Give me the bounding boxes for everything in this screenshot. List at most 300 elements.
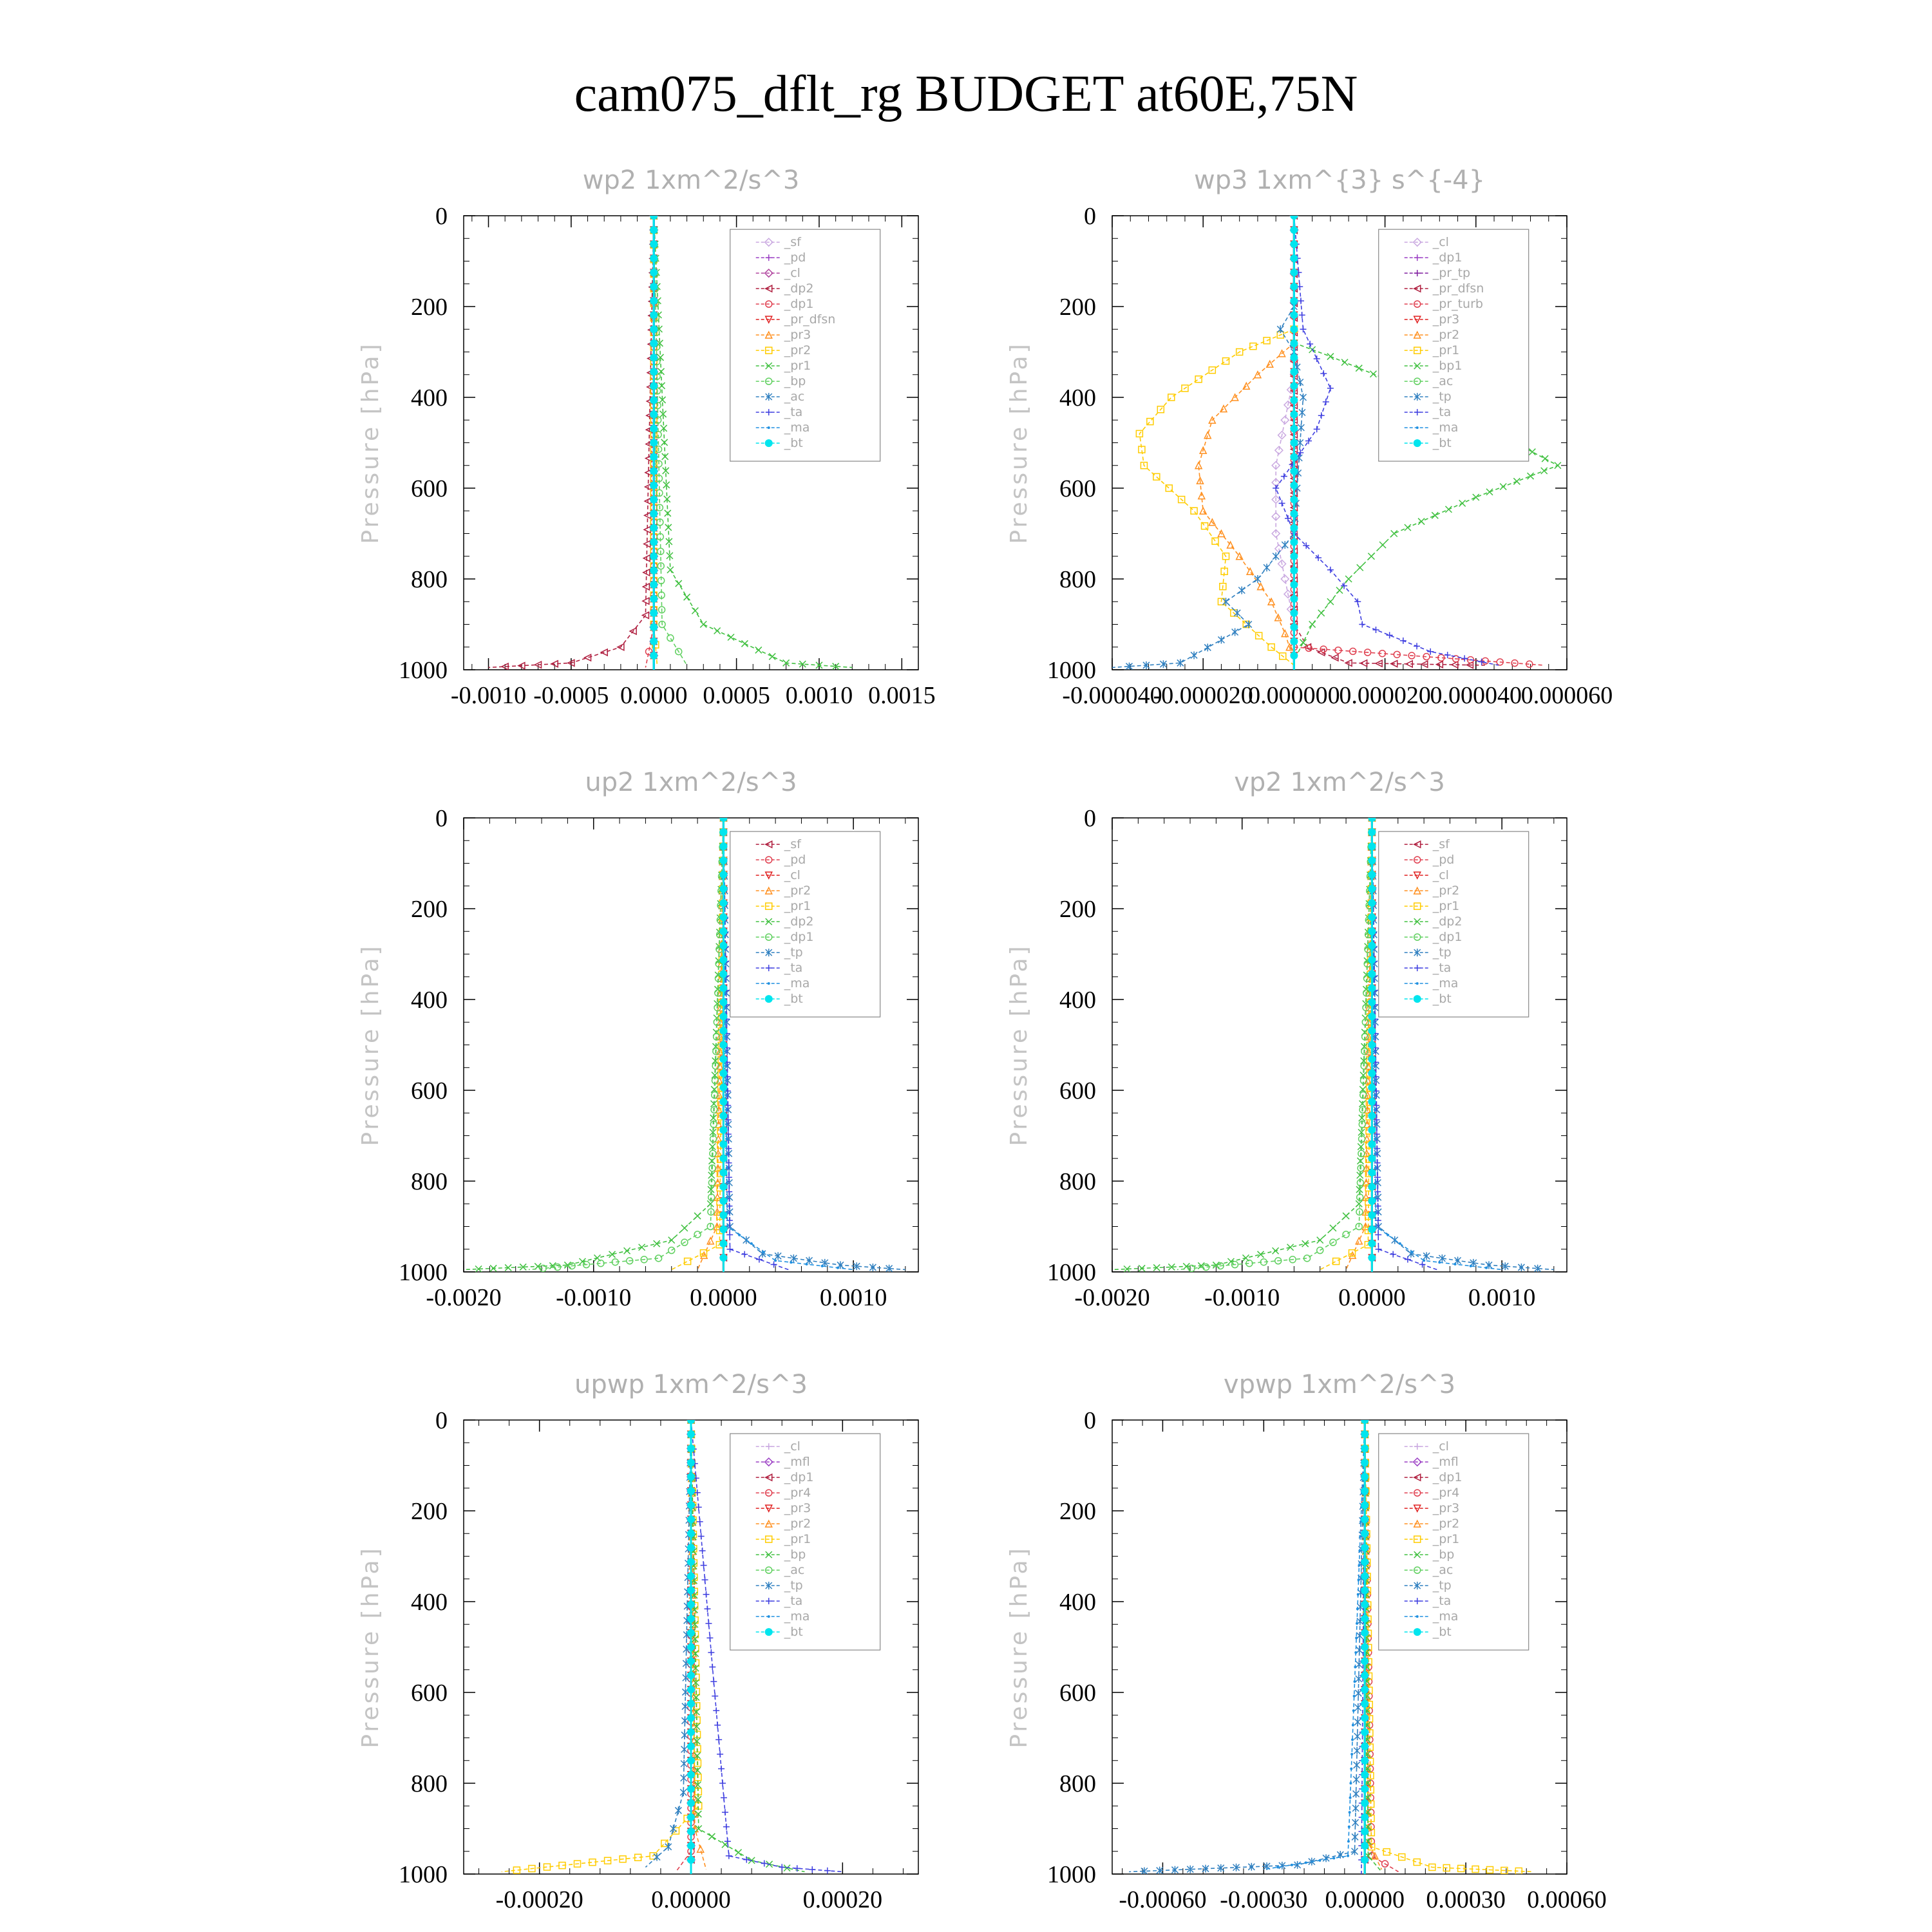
series-marker-bt (1361, 1658, 1368, 1665)
series-marker-ta (699, 1548, 706, 1554)
series-marker-bt (687, 1473, 695, 1481)
series-marker-bt (1368, 942, 1376, 949)
series-marker-ma (1350, 1767, 1352, 1770)
legend-label: _pr1 (784, 899, 811, 914)
series-marker-bt (1290, 254, 1298, 262)
series-marker-bt (719, 1012, 727, 1020)
legend-label: _ma (1432, 976, 1459, 991)
series-marker-bt (1368, 970, 1376, 978)
series-marker-ta (715, 1736, 722, 1743)
series-marker-ta (1299, 312, 1305, 318)
series-marker-bp1 (1379, 542, 1386, 548)
series-marker-bt (1368, 1226, 1376, 1233)
series-marker-ta (1461, 655, 1468, 661)
series-marker-bt (1361, 1686, 1368, 1694)
panel-title: wp2 1xm^2/s^3 (582, 166, 800, 195)
legend-label: _pr3 (784, 1501, 811, 1516)
series-marker-ma (1318, 1859, 1321, 1862)
series-marker-ta (710, 1678, 717, 1685)
series-marker-ma (1423, 1259, 1425, 1262)
series-marker-ta (701, 1562, 707, 1569)
series-marker-bp (735, 1850, 742, 1856)
y-tick-label: 800 (411, 1168, 448, 1195)
legend (730, 831, 880, 1017)
y-axis-label: Pressure [hPa] (1006, 1546, 1032, 1748)
series-marker-ta (1300, 326, 1307, 332)
series-marker-ma (762, 1251, 764, 1253)
series-marker-tp (1355, 1689, 1361, 1697)
legend-label: _cl (784, 1439, 800, 1454)
series-line-bp (654, 216, 687, 665)
series-marker-tp (680, 1788, 687, 1796)
legend-label: _bt (1432, 436, 1452, 451)
series-marker-dp2 (1317, 1237, 1323, 1244)
series-marker-bt (1361, 1459, 1368, 1466)
y-axis-label: Pressure [hPa] (357, 1546, 384, 1748)
series-marker-bt (1368, 885, 1376, 893)
series-marker-pr2 (707, 1238, 714, 1244)
series-marker-pr1 (700, 621, 706, 628)
series-marker-ta (714, 1722, 721, 1728)
series-marker-bt (687, 1530, 695, 1537)
series-marker-ta (721, 1795, 727, 1801)
y-tick-label: 200 (411, 896, 448, 923)
series-marker-ta (703, 1591, 710, 1598)
series-marker-ta (1314, 426, 1320, 432)
legend-label: _cl (1432, 1439, 1449, 1454)
series-marker-bp1 (1473, 494, 1479, 500)
legend-label: _pr1 (1432, 899, 1460, 914)
series-marker-bt (1368, 1084, 1376, 1092)
series-marker-dp2 (708, 1158, 715, 1164)
series-marker-bt (650, 581, 658, 589)
series-marker-bp (708, 1833, 715, 1840)
series-marker-bt (650, 538, 658, 546)
series-marker-ma (1438, 1261, 1441, 1264)
series-marker-pr1 (1212, 538, 1218, 544)
series-marker-bt (650, 638, 658, 645)
series-marker-ta (702, 1577, 708, 1583)
series-marker-bt (1368, 1240, 1376, 1247)
legend-label: _ma (1432, 421, 1459, 435)
series-marker-pr2 (1356, 1238, 1362, 1244)
legend-label: _dp2 (1432, 914, 1463, 929)
series-marker-ta (1307, 341, 1313, 347)
series-marker-bt (719, 1211, 727, 1219)
series-marker-tp (869, 1264, 876, 1271)
series-marker-bt (1290, 439, 1298, 447)
series-line-dp2 (1112, 818, 1372, 1270)
plot-panel-4 (1006, 768, 1567, 1311)
series-marker-ma (1399, 1242, 1401, 1245)
y-tick-label: 400 (1059, 1589, 1096, 1616)
series-marker-ma (1374, 1152, 1376, 1155)
series-marker-ma (725, 1094, 728, 1097)
series-line-dp2 (464, 818, 723, 1270)
series-marker-ta (1323, 399, 1329, 405)
legend-label: _pr2 (1432, 328, 1460, 343)
legend-label: _pr_turb (1432, 297, 1483, 312)
series-marker-tp (1223, 598, 1229, 605)
series-marker-ma (1352, 1724, 1354, 1727)
series-marker-bt (687, 1856, 695, 1864)
series-marker-bt (1368, 1254, 1376, 1262)
series-marker-bt (1361, 1828, 1368, 1835)
y-tick-label: 600 (411, 1680, 448, 1707)
series-marker-bt (687, 1828, 695, 1835)
series-marker-ma (1332, 1857, 1335, 1859)
y-tick-label: 1000 (399, 1259, 448, 1286)
series-marker-ta (1359, 621, 1365, 628)
series-marker-ma (1358, 1549, 1361, 1552)
legend-label: _tp (784, 945, 803, 960)
legend-label: _pr3 (784, 328, 811, 343)
legend-label: _sf (784, 837, 801, 852)
series-marker-bt (719, 1197, 727, 1205)
series-marker-ma (837, 1267, 839, 1269)
series-marker-bt (1290, 553, 1298, 560)
series-marker-ta (727, 1246, 734, 1253)
series-marker-tp (1354, 1732, 1361, 1740)
series-marker-bt (650, 354, 658, 361)
series-marker-bp1 (1318, 610, 1325, 616)
legend-marker (1416, 426, 1419, 429)
series-marker-bt (1361, 1771, 1368, 1779)
series-marker-tp (1245, 621, 1252, 629)
series-marker-tp (681, 1731, 688, 1739)
legend-label: _pr2 (784, 884, 811, 898)
legend-label: _tp (1432, 945, 1452, 960)
series-marker-dp2 (707, 1200, 714, 1207)
series-marker-pr1 (769, 653, 775, 659)
series-marker-ta (726, 1853, 732, 1859)
series-marker-bt (1290, 410, 1298, 418)
series-marker-ta (809, 1866, 815, 1873)
series-marker-bt (1361, 1728, 1368, 1736)
legend-label: _bp (784, 374, 806, 389)
series-marker-bt (719, 1027, 727, 1034)
series-marker-bt (687, 1714, 695, 1722)
y-axis-label: Pressure [hPa] (357, 943, 384, 1146)
series-marker-ma (725, 1123, 728, 1126)
y-tick-label: 600 (1059, 475, 1096, 502)
series-marker-bt (650, 396, 658, 404)
series-marker-bt (1368, 842, 1376, 850)
panel-title: up2 1xm^2/s^3 (585, 768, 797, 797)
series-marker-bp1 (1445, 506, 1452, 513)
legend-label: _mfl (1432, 1455, 1459, 1470)
x-tick-label: -0.00020 (495, 1886, 583, 1913)
series-marker-bt (719, 871, 727, 878)
plot-panel-2 (1006, 166, 1613, 709)
series-marker-ma (1354, 1680, 1356, 1683)
series-marker-ma (1354, 1666, 1356, 1669)
series-marker-bt (1361, 1501, 1368, 1509)
series-marker-ta (713, 1707, 719, 1714)
series-marker-tp (670, 1825, 677, 1833)
legend-marker (765, 439, 773, 447)
legend-label: _bt (1432, 992, 1452, 1007)
series-marker-bt (650, 283, 658, 290)
y-tick-label: 600 (1059, 1680, 1096, 1707)
series-marker-bt (1361, 1473, 1368, 1481)
series-marker-bt (650, 439, 658, 447)
series-marker-ma (1347, 1840, 1350, 1842)
series-marker-tp (1300, 393, 1307, 401)
series-marker-ma (1358, 1564, 1361, 1567)
series-marker-pr2 (1204, 432, 1211, 439)
series-marker-bt (1361, 1487, 1368, 1495)
series-marker-bt (687, 1629, 695, 1636)
series-marker-bt (719, 1084, 727, 1092)
series-marker-bt (1361, 1430, 1368, 1438)
series-marker-bt (687, 1544, 695, 1551)
legend-label: _bt (784, 1625, 803, 1640)
series-marker-bt (719, 927, 727, 935)
series-marker-tp (1282, 541, 1288, 549)
series-marker-pr1 (684, 594, 690, 600)
series-marker-bt (650, 482, 658, 489)
y-tick-label: 0 (435, 805, 448, 832)
y-tick-label: 400 (1059, 384, 1096, 412)
series-marker-bt (1290, 524, 1298, 532)
legend-marker (1416, 982, 1419, 985)
series-marker-bt (687, 1444, 695, 1452)
series-marker-tp (1218, 636, 1224, 643)
series-marker-ta (1285, 515, 1291, 522)
legend-label: _ta (1432, 1594, 1452, 1609)
legend-label: _dp2 (784, 914, 814, 929)
legend-label: _bt (784, 436, 803, 451)
series-marker-bt (719, 970, 727, 978)
series-marker-bp1 (1368, 553, 1374, 560)
series-marker-bt (687, 1643, 695, 1651)
series-marker-tp (1354, 1718, 1361, 1726)
x-tick-label: -0.00060 (1119, 1886, 1207, 1913)
series-marker-pr1 (1414, 1859, 1420, 1865)
panel-title: vpwp 1xm^2/s^3 (1223, 1370, 1456, 1399)
series-marker-tp (1298, 424, 1304, 431)
series-marker-bt (1290, 581, 1298, 589)
series-line-tp (645, 1420, 691, 1867)
series-marker-bp1 (1541, 468, 1548, 474)
series-marker-tp (681, 1745, 688, 1753)
series-marker-ta (709, 1664, 715, 1671)
series-line-pr1 (502, 1420, 699, 1872)
series-marker-bt (687, 1416, 695, 1424)
series-marker-bt (1368, 1197, 1376, 1205)
legend-label: _pr_tp (1432, 266, 1471, 281)
series-marker-bt (1290, 623, 1298, 631)
series-marker-ma (1373, 1065, 1376, 1067)
series-marker-ta (1390, 1251, 1396, 1258)
legend-label: _sf (1432, 837, 1450, 852)
y-tick-label: 200 (1059, 896, 1096, 923)
series-marker-bp1 (1391, 531, 1397, 537)
x-tick-label: -0.000040 (1062, 682, 1162, 709)
series-marker-bp1 (1529, 449, 1535, 455)
series-marker-tp (675, 1806, 681, 1814)
series-marker-bt (687, 1842, 695, 1850)
series-marker-dp2 (681, 1225, 688, 1231)
x-tick-label: 0.0010 (1468, 1284, 1536, 1311)
series-marker-bt (687, 1814, 695, 1821)
series-marker-pr1 (1195, 376, 1202, 383)
series-marker-ta (698, 1533, 705, 1539)
series-marker-bp1 (1418, 518, 1425, 525)
series-marker-pr1 (1202, 523, 1208, 529)
series-marker-bp1 (1528, 473, 1534, 479)
series-line-dp2 (489, 216, 654, 668)
series-marker-bt (1290, 226, 1298, 234)
series-marker-bt (719, 1112, 727, 1120)
series-marker-tp (1264, 564, 1270, 571)
series-marker-dp2 (1343, 1213, 1349, 1219)
legend-label: _ma (784, 1609, 810, 1624)
legend-marker (765, 995, 773, 1003)
series-marker-bt (687, 1700, 695, 1708)
series-marker-bt (719, 828, 727, 836)
legend-label: _bt (784, 992, 803, 1007)
series-marker-dp2 (694, 1213, 701, 1219)
legend-label: _mfl (784, 1455, 810, 1470)
series-marker-bt (1361, 1743, 1368, 1750)
y-tick-label: 0 (1084, 805, 1096, 832)
series-marker-ta (824, 1868, 831, 1874)
series-marker-pr1 (755, 647, 762, 653)
legend (1379, 229, 1529, 461)
series-marker-dp2 (609, 1251, 616, 1258)
series-marker-ma (1485, 1267, 1488, 1269)
series-marker-ma (725, 1138, 728, 1141)
series-marker-bt (687, 1515, 695, 1523)
legend-label: _dp1 (784, 297, 814, 312)
series-marker-ma (724, 1021, 726, 1023)
series-marker-bt (1290, 325, 1298, 333)
series-marker-bp1 (1513, 478, 1520, 484)
series-marker-bt (1361, 1856, 1368, 1864)
series-marker-dp2 (668, 1237, 675, 1244)
panel-title: wp3 1xm^{3} s^{-4} (1193, 166, 1486, 195)
series-marker-dp1 (694, 1231, 701, 1238)
legend-label: _cl (784, 868, 800, 883)
series-marker-bt (650, 623, 658, 631)
series-marker-bt (719, 857, 727, 864)
y-tick-label: 1000 (1047, 1861, 1096, 1888)
series-marker-ma (1354, 1651, 1357, 1654)
series-marker-ta (1376, 1246, 1382, 1253)
series-marker-bt (650, 510, 658, 518)
series-marker-ma (1347, 1855, 1349, 1857)
series-marker-bt (719, 814, 727, 822)
series-marker-bt (1290, 396, 1298, 404)
series-marker-pr1 (685, 1258, 691, 1265)
series-marker-bp1 (1500, 484, 1506, 490)
series-marker-ta (1297, 450, 1303, 456)
legend-label: _pr2 (1432, 1517, 1460, 1531)
series-marker-tp (1353, 1776, 1359, 1783)
series-marker-bt (650, 240, 658, 248)
series-marker-pr2 (1247, 568, 1253, 574)
legend-label: _pr1 (1432, 1532, 1460, 1547)
series-marker-bt (650, 609, 658, 617)
x-tick-label: 0.00060 (1527, 1886, 1607, 1913)
series-marker-ma (1387, 1234, 1389, 1236)
series-marker-ma (1352, 1709, 1355, 1712)
series-marker-bt (1290, 368, 1298, 375)
series-marker-bt (687, 1572, 695, 1580)
x-tick-label: 0.00000 (1325, 1886, 1405, 1913)
x-tick-label: 0.000020 (1339, 682, 1431, 709)
series-marker-bt (1290, 240, 1298, 248)
series-marker-ta (705, 1620, 712, 1627)
series-marker-bt (687, 1430, 695, 1438)
legend-label: _ta (1432, 961, 1452, 976)
legend-label: _ma (784, 976, 810, 991)
series-marker-ta (1375, 1231, 1381, 1238)
series-marker-bt (1361, 1814, 1368, 1821)
y-tick-label: 1000 (399, 657, 448, 684)
series-line-dp1 (529, 818, 724, 1270)
series-marker-bt (687, 1799, 695, 1807)
series-marker-bt (1290, 609, 1298, 617)
x-tick-label: -0.0020 (1074, 1284, 1150, 1311)
series-marker-tp (1234, 609, 1240, 617)
series-marker-bt (1368, 899, 1376, 907)
x-tick-label: -0.0010 (1204, 1284, 1280, 1311)
legend-label: _sf (784, 235, 801, 250)
series-marker-bt (719, 885, 727, 893)
series-marker-bt (1361, 1757, 1368, 1765)
panels-container (357, 166, 1613, 1913)
legend-label: _pd (1432, 853, 1455, 867)
series-marker-bt (650, 567, 658, 574)
series-marker-bt (719, 1141, 727, 1148)
legend-label: _pr_dfsn (1432, 281, 1484, 296)
series-marker-ma (1353, 1695, 1356, 1698)
y-tick-label: 1000 (399, 1861, 448, 1888)
series-marker-bp1 (1357, 564, 1363, 571)
series-marker-dp2 (1258, 1251, 1264, 1258)
legend-label: _pr1 (784, 1532, 811, 1547)
series-marker-bt (1368, 871, 1376, 878)
series-marker-bt (687, 1771, 695, 1779)
series-marker-bt (650, 468, 658, 475)
series-marker-ta (1314, 355, 1320, 362)
series-marker-bt (1368, 814, 1376, 822)
legend-label: _bp (1432, 1548, 1455, 1562)
series-marker-ta (741, 1251, 748, 1258)
x-tick-label: 0.0005 (703, 682, 770, 709)
series-marker-bt (719, 1098, 727, 1106)
series-marker-bt (650, 410, 658, 418)
legend-label: _dp2 (784, 281, 814, 296)
legend-label: _dp1 (784, 930, 814, 945)
x-tick-label: 0.0000 (620, 682, 688, 709)
series-marker-ma (1305, 1861, 1307, 1864)
legend (730, 229, 880, 461)
y-tick-label: 0 (1084, 1407, 1096, 1434)
series-marker-tp (1273, 553, 1279, 560)
series-marker-tp (1353, 1790, 1359, 1797)
series-marker-dp2 (585, 654, 591, 661)
series-marker-pr1 (714, 627, 721, 634)
legend-label: _tp (1432, 1578, 1452, 1593)
series-marker-bt (1290, 510, 1298, 518)
legend-label: _pr1 (1432, 343, 1460, 358)
series-marker-ta (1279, 500, 1285, 507)
series-marker-bt (1368, 828, 1376, 836)
